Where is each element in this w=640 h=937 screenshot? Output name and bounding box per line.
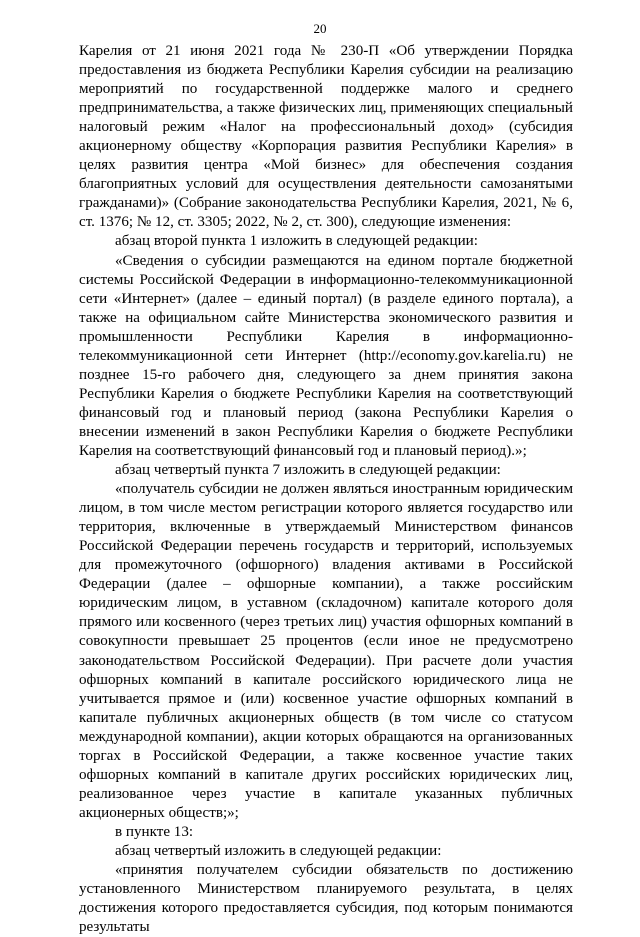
paragraph-quoted-text: «принятия получателем субсидии обязательств по достижению установленного Министерством планируемого результата, в целях достижения которого предоставляется субсидия, под которым понимаются результаты bbox=[79, 862, 573, 936]
paragraph-continuation: Карелия от 21 июня 2021 года № 230-П «Об утверждении Порядка предоставления из бюджета Республики Карелия субсидии на реализацию мероприятий по государственной поддержке малого и среднего предпринимательства, а также физических лиц, применяющих специальный налоговый режим «Налог на профессиональный доход» (субсидия акционерному обществу «Корпорация развития Республики Карелия» в целях развития центра «Мой бизнес» для обеспечения создания благоприятных условий для осуществления деятельности самозанятыми гражданами)» (Собрание законодательства Республики Карелия, 2021, № 6, ст. 1376; № 12, ст. 3305; 2022, № 2, ст. 300), следующие изменения: bbox=[79, 43, 573, 231]
page-number: 20 bbox=[313, 21, 327, 36]
document-body bbox=[79, 42, 573, 937]
paragraph-amendment-intro: абзац четвертый пункта 7 изложить в следующей редакции: bbox=[115, 462, 501, 479]
paragraph-amendment-intro: абзац четвертый изложить в следующей редакции: bbox=[115, 842, 442, 859]
paragraph-quoted-text: «Сведения о субсидии размещаются на едином портале бюджетной системы Российской Федерации в информационно-телекоммуникационной сети «Интернет» (далее – единый портал) (в разделе единого портала), а также на официальном сайте Министерства экономического развития и промышленности Республики Карелия в информационно-телекоммуникационной сети Интернет (http://economy.gov.karelia.ru) не позднее 15-го рабочего дня, следующего за днем принятия закона Республики Карелия о бюджете Республики Карелия на соответствующий финансовый год и плановый период (закона Республики Карелия о внесении изменений в закон Республики Карелия о бюджете Республики Карелия на соответствующий финансовый год и плановый период).»; bbox=[79, 252, 573, 459]
paragraph-amendment-intro: абзац второй пункта 1 изложить в следующей редакции: bbox=[115, 233, 478, 250]
paragraph-amendment-intro: в пункте 13: bbox=[115, 823, 194, 840]
paragraph-quoted-text: «получатель субсидии не должен являться иностранным юридическим лицом, в том числе местом регистрации которого является государство или территория, включенные в утверждаемый Министерством финансов Российской Федерации перечень государств и территорий, используемых для промежуточного (офшорного) владения активами в Российской Федерации (далее – офшорные компании), а также российским юридическим лицом, в уставном (складочном) капитале которого доля прямого или косвенного (через третьих лиц) участия офшорных компаний в совокупности превышает 25 процентов (если иное не предусмотрено законодательством Российской Федерации). При расчете доли участия офшорных компаний в капитале российского юридического лица не учитывается прямое и (или) косвенное участие офшорных компаний в капитале публичных акционерных обществ (в том числе со статусом международной компании), акции которых обращаются на организованных торгах в Российской Федерации, а также косвенное участие таких офшорных компаний в капитале других российских юридических лиц, реализованное через участие в капитале указанных публичных акционерных обществ;»; bbox=[79, 481, 573, 821]
